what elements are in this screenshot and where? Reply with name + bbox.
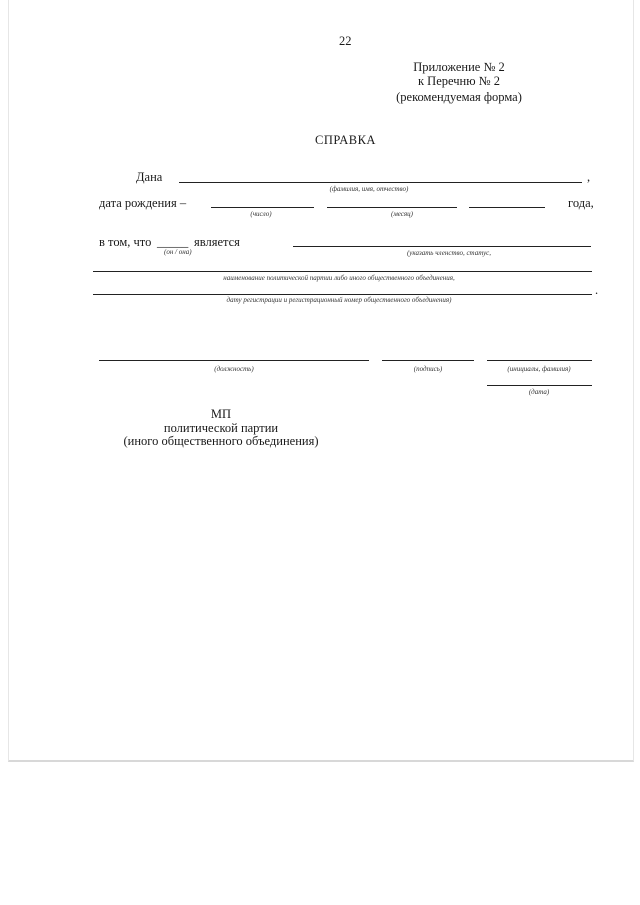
position-line: [99, 360, 369, 361]
signature-caption: (подпись): [413, 365, 443, 373]
appendix-line-3: (рекомендуемая форма): [396, 90, 522, 104]
role-blank: _____: [157, 235, 189, 249]
signature-line: [382, 360, 474, 361]
stamp-association: (иного общественного объединения): [123, 434, 319, 448]
party-name-caption: наименование политической партии либо иного общественного объединения,: [223, 274, 455, 282]
birth-day-caption: (число): [250, 210, 272, 218]
birth-year-suffix: года,: [568, 196, 594, 210]
document-page: [8, 0, 634, 762]
he-she-caption: (он / она): [164, 248, 192, 256]
registration-caption: дату регистрации и регистрационный номер общественного объединения): [226, 296, 452, 304]
date-line: [487, 385, 592, 386]
initials-line: [487, 360, 592, 361]
appendix-line-2: к Перечню № 2: [417, 74, 500, 88]
full-name-line: [179, 182, 582, 183]
registration-line: [93, 294, 592, 295]
appendix-line-1: Приложение № 2: [413, 60, 505, 74]
birth-day-line: [211, 207, 314, 208]
date-caption: (дата): [528, 388, 550, 396]
party-name-line: [93, 271, 592, 272]
stamp-mp: МП: [210, 407, 232, 421]
membership-line: [293, 246, 591, 247]
birth-date-label: дата рождения –: [99, 196, 187, 210]
role-verb: является: [194, 235, 240, 249]
initials-caption: (инициалы, фамилия): [507, 365, 571, 373]
birth-month-line: [327, 207, 457, 208]
birth-month-caption: (месяц): [390, 210, 413, 218]
birth-year-line: [469, 207, 545, 208]
stamp-party: политической партии: [163, 421, 279, 435]
issued-to-comma: ,: [587, 170, 591, 184]
document-title: СПРАВКА: [315, 133, 376, 147]
issued-to-label: Дана: [136, 170, 163, 184]
membership-caption: (указать членство, статус,: [406, 249, 492, 257]
page-number: 22: [339, 34, 352, 48]
trailing-dot: .: [595, 283, 599, 297]
role-prefix: в том, что: [99, 235, 152, 249]
full-name-caption: (фамилия, имя, отчество): [329, 185, 409, 193]
blank-area-below-page: [0, 762, 640, 905]
position-caption: (должность): [214, 365, 254, 373]
